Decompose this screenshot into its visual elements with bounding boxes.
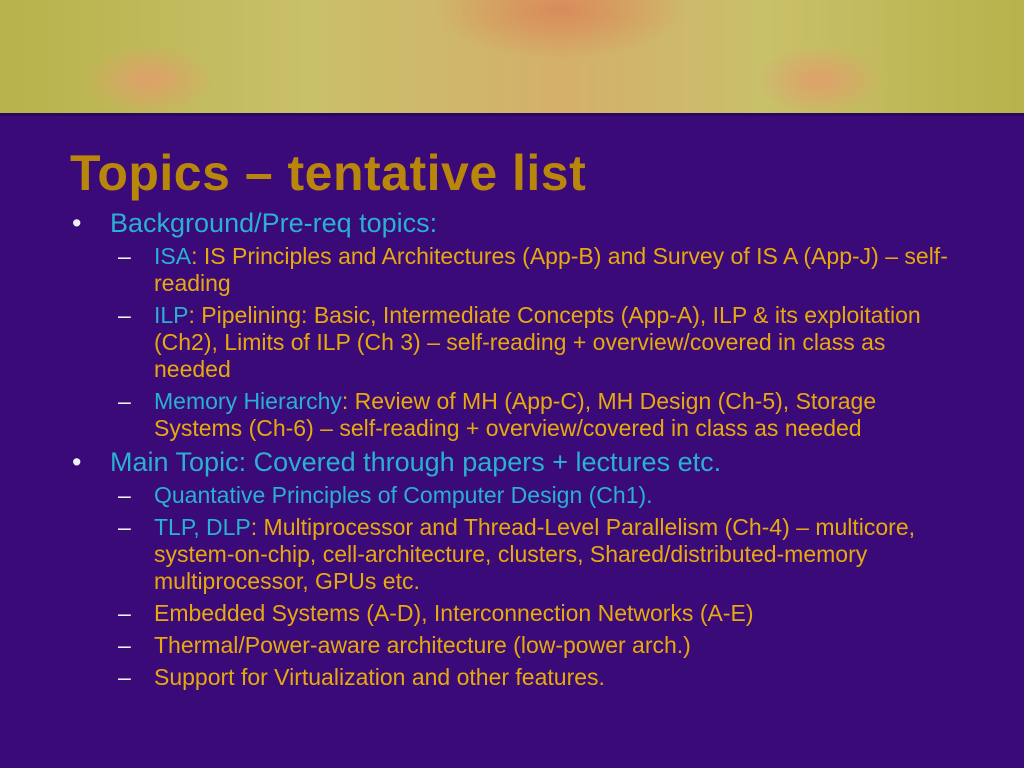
sub-bullet-text: : Pipelining: Basic, Intermediate Concepts (App-A), ILP & its exploitation (Ch2), Limits of ILP (Ch 3) – self-reading + overview/covered in class as needed xyxy=(154,302,921,382)
sub-bullet-item xyxy=(70,302,950,383)
bullet-item xyxy=(70,208,950,239)
slide-content xyxy=(70,208,950,696)
sub-bullet-item xyxy=(70,514,950,595)
sub-bullet-highlight: TLP, DLP xyxy=(154,514,251,540)
sub-bullet-highlight: ILP xyxy=(154,302,189,328)
sub-bullet-highlight: ISA xyxy=(154,243,192,269)
sub-bullet-item xyxy=(70,600,950,627)
header-photo-banner xyxy=(0,0,1024,113)
dash-icon: – xyxy=(118,632,131,658)
dash-icon: – xyxy=(118,482,131,508)
sub-bullet-text: Support for Virtualization and other features. xyxy=(154,664,605,690)
sub-bullet-item xyxy=(70,482,950,509)
dash-icon: – xyxy=(118,243,131,269)
sub-bullet-text: Embedded Systems (A-D), Interconnection Networks (A-E) xyxy=(154,600,754,626)
dash-icon: – xyxy=(118,600,131,626)
sub-bullet-item xyxy=(70,243,950,297)
bullet-icon: • xyxy=(72,447,82,477)
dash-icon: – xyxy=(118,664,131,690)
sub-bullet-item xyxy=(70,664,950,691)
sub-bullet-highlight: Quantative Principles of Computer Design (Ch1). xyxy=(154,482,653,508)
sub-bullet-item xyxy=(70,388,950,442)
bullet-text: Background/Pre-req topics: xyxy=(110,208,438,238)
slide-title: Topics – tentative list xyxy=(70,145,587,201)
slide-body xyxy=(0,116,1024,768)
sub-bullet-item xyxy=(70,632,950,659)
bullet-text: Main Topic: Covered through papers + lectures etc. xyxy=(110,447,722,477)
dash-icon: – xyxy=(118,302,131,328)
dash-icon: – xyxy=(118,514,131,540)
sub-bullet-text: : IS Principles and Architectures (App-B) and Survey of IS A (App-J) – self-reading xyxy=(154,243,948,296)
sub-bullet-text: Thermal/Power-aware architecture (low-power arch.) xyxy=(154,632,691,658)
sub-bullet-highlight: Memory Hierarchy xyxy=(154,388,342,414)
sub-bullet-text: : Multiprocessor and Thread-Level Parallelism (Ch-4) – multicore, system-on-chip, cell-architecture, clusters, Shared/distributed-memory multiprocessor, GPUs etc. xyxy=(154,514,916,594)
sub-bullet-text: : Review of MH (App-C), MH Design (Ch-5), Storage Systems (Ch-6) – self-reading + overview/covered in class as needed xyxy=(154,388,877,441)
bullet-item xyxy=(70,447,950,478)
bullet-icon: • xyxy=(72,208,82,238)
dash-icon: – xyxy=(118,388,131,414)
